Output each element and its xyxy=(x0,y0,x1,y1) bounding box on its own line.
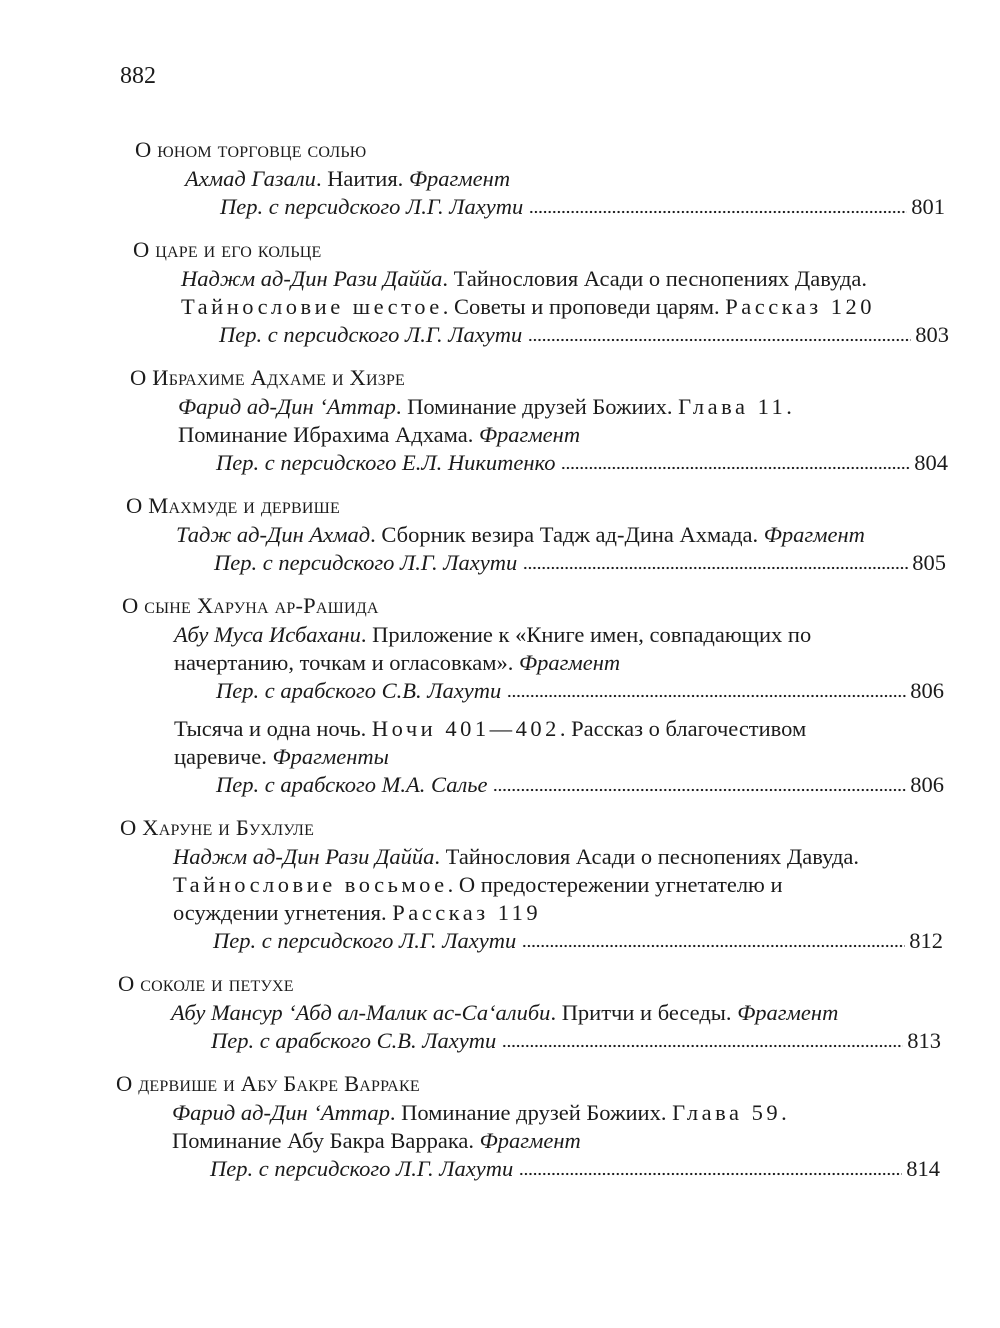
leader-dots xyxy=(522,944,905,948)
translator: Пер. с персидского Л.Г. Лахути xyxy=(210,1156,514,1181)
toc-work xyxy=(126,521,946,577)
page-ref[interactable]: 814 xyxy=(906,1156,940,1181)
page-ref[interactable]: 806 xyxy=(910,772,944,797)
translator-line xyxy=(176,549,946,577)
leader-dots xyxy=(507,694,906,698)
work-text xyxy=(178,393,878,449)
table-of-contents xyxy=(0,136,1000,1198)
work-author: Наджм ад-Дин Рази Даййа xyxy=(173,844,435,869)
page-ref[interactable]: 801 xyxy=(911,194,945,219)
work-fragment: Фрагмент xyxy=(408,166,511,191)
translator: Пер. с арабского С.В. Лахути xyxy=(211,1028,497,1053)
toc-entry xyxy=(0,492,1000,577)
page-ref[interactable]: 805 xyxy=(912,550,946,575)
leader-dots xyxy=(529,210,907,214)
work-rest: . Поминание Абу Бакра Варрака. xyxy=(172,1100,787,1153)
toc-work xyxy=(118,999,941,1055)
work-section: Тайнословие шестое xyxy=(181,294,443,319)
work-text xyxy=(181,265,881,321)
toc-entry xyxy=(0,592,1000,799)
translator-line xyxy=(174,771,944,799)
work-section: Глава 11 xyxy=(678,394,787,419)
work-title: . Тайнословия Асади о песнопениях Давуда. xyxy=(442,266,868,291)
entry-heading: О дервише и Абу Бакре Варраке xyxy=(116,1071,420,1096)
page-ref[interactable]: 806 xyxy=(910,678,944,703)
work-extra: Рассказ 120 xyxy=(725,294,876,319)
translator-line xyxy=(178,449,948,477)
work-text xyxy=(185,165,945,193)
toc-work xyxy=(130,393,948,477)
entry-heading: О сыне Харуна ар-Рашида xyxy=(122,593,379,618)
work-text xyxy=(171,999,941,1027)
translator-line xyxy=(174,677,944,705)
work-author: Фарид ад-Дин ‘Аттар xyxy=(178,394,396,419)
work-title: . Приложение к «Книге имен, совпадающих по начертанию, точкам и огласовкам». xyxy=(174,622,812,675)
translator-line xyxy=(173,927,943,955)
work-author: Ахмад Газали xyxy=(185,166,316,191)
work-rest: . О предостережении угнетателю и осуждении угнетения. xyxy=(173,872,783,925)
translator-line xyxy=(171,1027,941,1055)
translator: Пер. с персидского Л.Г. Лахути xyxy=(214,550,518,575)
work-rest: . Поминание Ибрахима Адхама. xyxy=(178,394,792,447)
work-title: . Сборник везира Тадж ад-Дина Ахмада. xyxy=(370,522,764,547)
toc-work xyxy=(135,165,945,221)
work-title: . Тайнословия Асади о песнопениях Давуда. xyxy=(434,844,860,869)
translator: Пер. с арабского М.А. Салье xyxy=(216,772,488,797)
toc-entry xyxy=(0,970,1000,1055)
toc-entry xyxy=(0,236,1000,349)
work-fragment: Фрагмент xyxy=(763,522,865,547)
translator-line xyxy=(181,321,949,349)
work-text xyxy=(172,1099,872,1155)
work-text xyxy=(176,521,946,549)
work-fragment: Фрагмент xyxy=(478,422,581,447)
toc-work xyxy=(122,621,944,705)
leader-dots xyxy=(528,338,911,342)
leader-dots xyxy=(493,788,906,792)
entry-heading: О Махмуде и дервише xyxy=(126,493,340,518)
work-author: Наджм ад-Дин Рази Даййа xyxy=(181,266,443,291)
page-number: 882 xyxy=(120,63,156,89)
work-text xyxy=(174,621,874,677)
leader-dots xyxy=(561,466,910,470)
work-author: Тадж ад-Дин Ахмад xyxy=(176,522,371,547)
work-text xyxy=(173,843,873,927)
translator: Пер. с персидского Л.Г. Лахути xyxy=(219,322,523,347)
work-author: Абу Муса Исбахани xyxy=(174,622,361,647)
toc-work xyxy=(116,1099,940,1183)
work-rest: . Советы и проповеди царям. xyxy=(442,294,726,319)
translator: Пер. с персидского Л.Г. Лахути xyxy=(213,928,517,953)
work-fragment: Фрагмент xyxy=(737,1000,839,1025)
toc-work xyxy=(122,715,944,799)
translator: Пер. с арабского С.В. Лахути xyxy=(216,678,502,703)
work-title: . Наития. xyxy=(315,166,409,191)
page-ref[interactable]: 812 xyxy=(909,928,943,953)
work-title: . Поминание друзей Божиих. xyxy=(395,394,679,419)
translator-line xyxy=(185,193,945,221)
work-title: Тысяча и одна ночь. xyxy=(174,716,372,741)
toc-entry xyxy=(0,1070,1000,1183)
work-rest: . Рассказ о благочестивом царевиче. xyxy=(174,716,807,769)
work-fragment: Фрагмент xyxy=(518,650,621,675)
page-ref[interactable]: 804 xyxy=(914,450,948,475)
work-title: . Притчи и беседы. xyxy=(550,1000,738,1025)
page-ref[interactable]: 803 xyxy=(915,322,949,347)
entry-heading: О Ибрахиме Адхаме и Хизре xyxy=(130,365,406,390)
leader-dots xyxy=(523,566,908,570)
translator: Пер. с персидского Е.Л. Никитенко xyxy=(216,450,556,475)
translator: Пер. с персидского Л.Г. Лахути xyxy=(220,194,524,219)
work-section: Тайнословие восьмое xyxy=(173,872,448,897)
work-section: Ночи 401—402 xyxy=(371,716,560,741)
leader-dots xyxy=(502,1044,903,1048)
entry-heading: О царе и его кольце xyxy=(133,237,322,262)
entry-heading: О соколе и петухе xyxy=(118,971,294,996)
page-ref[interactable]: 813 xyxy=(907,1028,941,1053)
entry-heading: О Харуне и Бухлуле xyxy=(120,815,315,840)
work-title: . Поминание друзей Божиих. xyxy=(389,1100,673,1125)
leader-dots xyxy=(519,1172,902,1176)
work-author: Абу Мансур ‘Абд ал-Малик ас-Са‘алиби xyxy=(171,1000,551,1025)
entry-heading: О юном торговце солью xyxy=(135,137,367,162)
toc-work xyxy=(120,843,943,955)
work-extra: Рассказ 119 xyxy=(392,900,542,925)
work-fragment: Фрагменты xyxy=(272,744,389,769)
work-section: Глава 59 xyxy=(672,1100,782,1125)
toc-work xyxy=(133,265,949,349)
toc-entry xyxy=(0,814,1000,955)
toc-entry xyxy=(0,136,1000,221)
work-fragment: Фрагмент xyxy=(479,1128,581,1153)
translator-line xyxy=(172,1155,940,1183)
work-text xyxy=(174,715,874,771)
work-author: Фарид ад-Дин ‘Аттар xyxy=(172,1100,390,1125)
toc-entry xyxy=(0,364,1000,477)
